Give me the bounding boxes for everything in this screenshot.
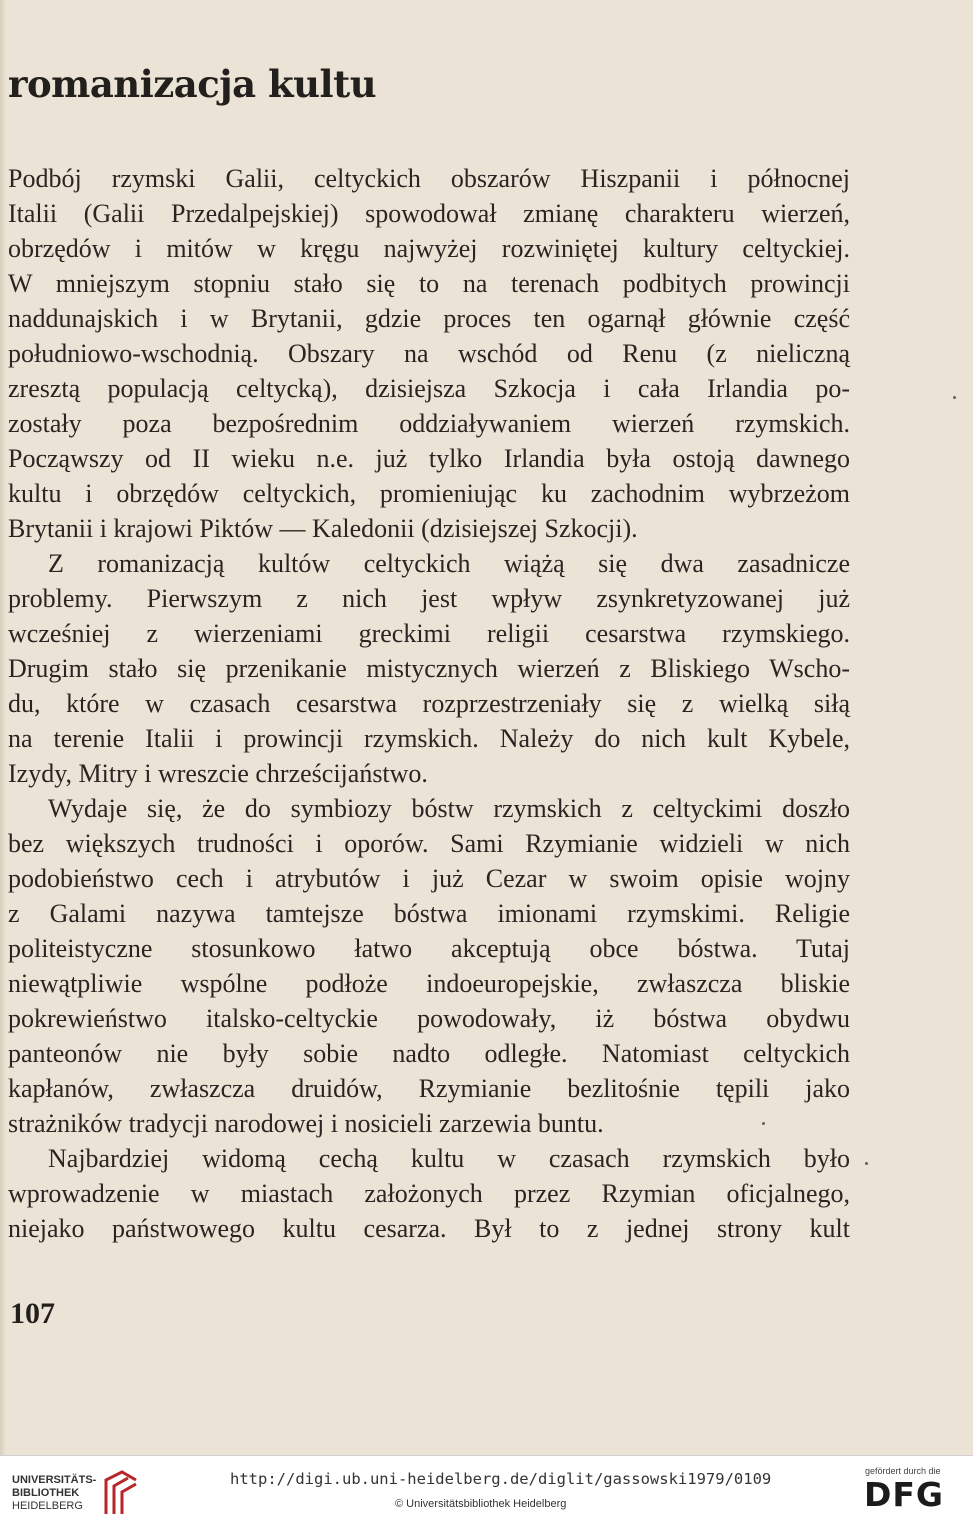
funder-logo[interactable] [862, 1464, 962, 1520]
text-line: Z romanizacją kultów celtyckich wiążą się dwa zasadnicze [48, 549, 850, 578]
paragraph [8, 1141, 850, 1246]
paragraph [8, 791, 850, 1141]
text-line: niejako państwowego kultu cesarza. Był to z jednej strony kult [8, 1214, 850, 1243]
text-line: strażników tradycji narodowej i nosicieli zarzewia buntu. [8, 1109, 604, 1138]
text-line: politeistyczne stosunkowo łatwo akceptują obce bóstwa. Tutaj [8, 934, 850, 963]
text-line: podobieństwo cech i atrybutów i już Cezar w swoim opisie wojny [8, 864, 850, 893]
funding-note: gefördert durch die [865, 1466, 941, 1476]
text-line: z Galami nazywa tamtejsze bóstwa imionami rzymskimi. Religie [8, 899, 850, 928]
text-line: du, które w czasach cesarstwa rozprzestrzeniały się z wielką siłą [8, 689, 850, 718]
text-line: Począwszy od II wieku n.e. już tylko Irlandia była ostoją dawnego [8, 444, 850, 473]
text-line: na terenie Italii i prowincji rzymskich. Należy do nich kult Kybele, [8, 724, 850, 753]
text-line: pokrewieństwo italsko-celtyckie powodowały, iż bóstwa obydwu [8, 1004, 850, 1033]
text-line: problemy. Pierwszym z nich jest wpływ zsynkretyzowanej już [8, 584, 850, 613]
text-line: Brytanii i krajowi Piktów — Kaledonii (dzisiejszej Szkocji). [8, 514, 638, 543]
text-line: panteonów nie były sobie nadto odległe. Natomiast celtyckich [8, 1039, 850, 1068]
text-line: kapłanów, zwłaszcza druidów, Rzymianie bezlitośnie tępili jako [8, 1074, 850, 1103]
chapter-heading: romanizacja kultu [8, 62, 377, 106]
permalink-url[interactable]: http://digi.ub.uni-heidelberg.de/diglit/gassowski1979/0109 [230, 1470, 772, 1488]
text-line: naddunajskich i w Brytanii, gdzie proces ten ogarnął głównie część [8, 304, 850, 333]
spine-shadow [0, 0, 6, 1455]
text-line: W mniejszym stopniu stało się to na terenach podbitych prowincji [8, 269, 850, 298]
paragraph [8, 546, 850, 791]
text-line: Najbardziej widomą cechą kultu w czasach rzymskich było [48, 1144, 850, 1173]
text-line: obrzędów i mitów w kręgu najwyżej rozwiniętej kultury celtyckiej. [8, 234, 850, 263]
text-line: zresztą populacją celtycką), dzisiejsza Szkocja i cała Irlandia po- [8, 374, 850, 403]
text-line: Podbój rzymski Galii, celtyckich obszarów Hiszpanii i północnej [8, 164, 850, 193]
body-text [8, 161, 850, 1246]
text-line: Drugim stało się przenikanie mistycznych wierzeń z Bliskiego Wscho- [8, 654, 850, 683]
text-line: wprowadzenie w miastach założonych przez Rzymian oficjalnego, [8, 1179, 850, 1208]
text-line: zostały poza bezpośrednim oddziaływaniem wierzeń rzymskich. [8, 409, 850, 438]
text-line: południowo-wschodnią. Obszary na wschód od Renu (z nieliczną [8, 339, 850, 368]
paragraph [8, 161, 850, 546]
stray-mark [953, 396, 956, 399]
text-line: Italii (Galii Przedalpejskiej) spowodował zmianę charakteru wierzeń, [8, 199, 850, 228]
library-name: UNIVERSITÄTS- BIBLIOTHEK HEIDELBERG [12, 1474, 97, 1512]
page-number: 107 [10, 1297, 55, 1330]
text-line: bez większych trudności i oporów. Sami Rzymianie widzieli w nich [8, 829, 850, 858]
text-line: Wydaje się, że do symbiozy bóstw rzymskich z celtyckimi doszło [48, 794, 850, 823]
text-line: kultu i obrzędów celtyckich, promieniując ku zachodnim wybrzeżom [8, 479, 850, 508]
copyright-notice: © Universitätsbibliothek Heidelberg [395, 1498, 567, 1510]
text-line: niewątpliwie wspólne podłoże indoeuropejskie, zwłaszcza bliskie [8, 969, 850, 998]
text-line: wcześniej z wierzeniami greckimi religii cesarstwa rzymskiego. [8, 619, 850, 648]
stray-mark [762, 1122, 765, 1125]
library-emblem-icon [102, 1468, 140, 1518]
stray-mark [865, 1162, 868, 1165]
dfg-logo: DFG [864, 1475, 945, 1514]
library-logo[interactable] [12, 1464, 142, 1520]
text-line: Izydy, Mitry i wreszcie chrześcijaństwo. [8, 759, 428, 788]
digitization-footer [0, 1455, 973, 1526]
